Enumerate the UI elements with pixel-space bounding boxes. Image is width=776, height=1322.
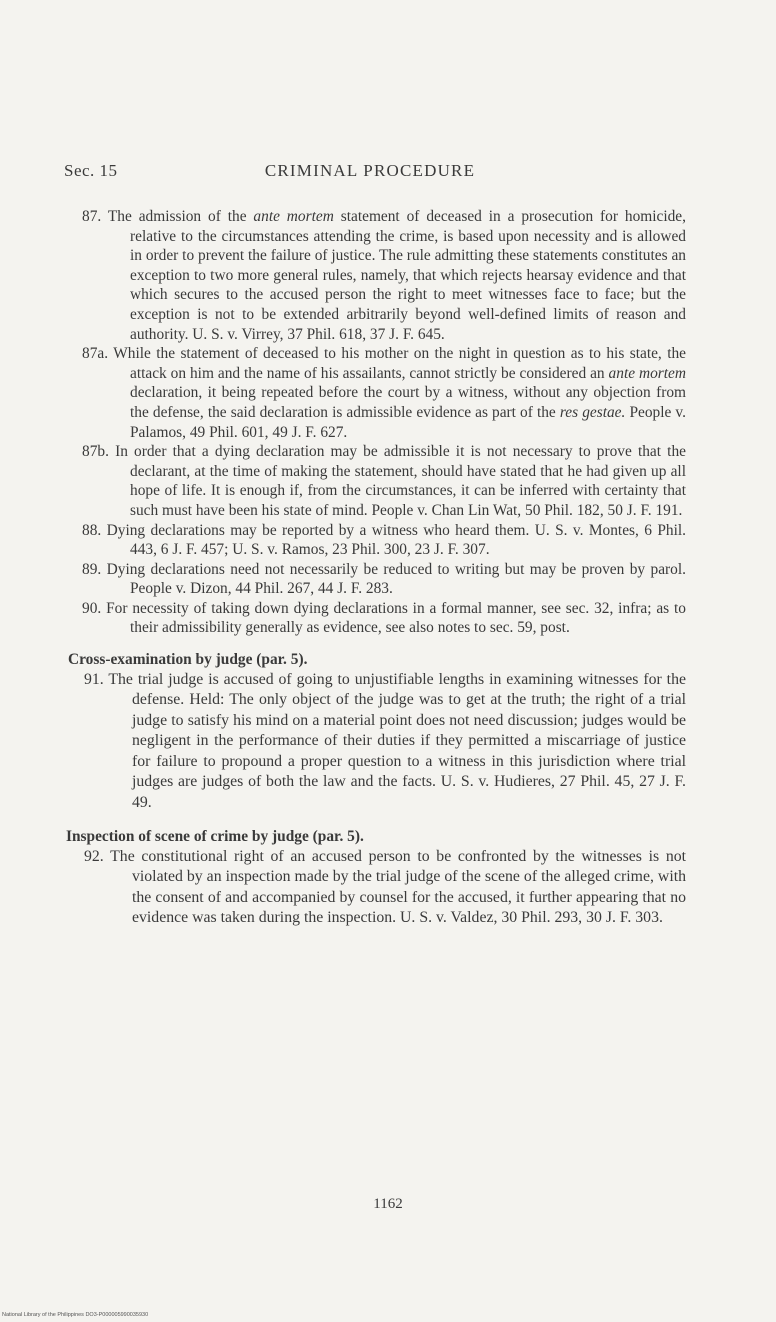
note-item <box>64 442 686 520</box>
note-italic-term: ante mortem <box>253 208 334 225</box>
page-body <box>64 207 686 929</box>
note-text: People v. Palamos, 49 Phil. 601, 49 J. F. 627. <box>130 403 686 441</box>
section-label: Sec. 15 <box>64 161 118 180</box>
note-text: While the statement of deceased to his mother on the night in question as to his state, the attack on him and the name of his assailants, cannot strictly be considered an <box>113 345 686 382</box>
running-header <box>64 161 676 185</box>
note-text: The admission of the <box>107 208 254 225</box>
note-item <box>64 599 686 638</box>
note-number: 89. <box>82 560 102 578</box>
note-number: 87a. <box>82 345 109 363</box>
note-item <box>64 847 686 929</box>
note-item <box>64 560 686 599</box>
note-text: Dying declarations may be reported by a witness who heard them. U. S. v. Montes, 6 Phil. 443, 6 J. F. 457; U. S. v. Ramos, 23 Phil. 300, 23 J. F. 307. <box>106 521 686 559</box>
note-number: 87b. <box>82 443 109 461</box>
note-item <box>64 344 686 442</box>
note-item <box>64 670 686 813</box>
section-heading: Cross-examination by judge (par. 5). <box>68 651 308 669</box>
note-number: 91. <box>84 671 104 689</box>
section-heading: Inspection of scene of crime by judge (par. 5). <box>66 827 364 845</box>
note-text: Dying declarations need not necessarily be reduced to writing but may be proven by parol. People v. Dizon, 44 Phil. 267, 44 J. F. 283. <box>106 560 686 598</box>
note-item <box>64 521 686 560</box>
page-number: 1162 <box>373 1196 403 1212</box>
note-number: 87. <box>82 208 102 225</box>
note-text: declaration, it being repeated before the court by a witness, without any objection from the defense, the said declaration is admissible evidence as part of the <box>130 384 686 421</box>
note-number: 90. <box>82 599 102 617</box>
note-number: 88. <box>82 521 102 539</box>
note-italic-term: ante mortem <box>608 364 686 382</box>
note-number: 92. <box>84 847 104 865</box>
note-text: In order that a dying declaration may be admissible it is not necessary to prove that the declarant, at the time of making the statement, should have stated that he had given up all hope of life. It is enough if, from the circumstances, it can be inferred with certainty that such must have been his state of mind. People v. Chan Lin Wat, 50 Phil. 182, 50 J. F. 191. <box>115 443 686 519</box>
note-text: statement of deceased in a prosecution for homicide, relative to the circumstances attending the crime, is based upon necessity and is allowed in order to prevent the failure of justice. The rule admitting these statements constitutes an exception to two more general rules, namely, that which rejects hearsay evidence and that which secures to the accused person the right to meet witnesses face to face; but the exception is not to be extended arbitrarily beyond well-defined limits of reason and authority. U. S. v. Virrey, 37 Phil. 618, 37 J. F. 645. <box>130 208 686 343</box>
scan-footer: National Library of the Philippines DO3-P000005990035930 <box>2 1312 149 1318</box>
note-item <box>64 207 686 344</box>
note-text: The constitutional right of an accused person to be confronted by the witnesses is not violated by an inspection made by the trial judge of the scene of the alleged crime, with the consent of and accompanied by counsel for the accused, it further appearing that no evidence was taken during the inspection. U. S. v. Valdez, 30 Phil. 293, 30 J. F. 303. <box>110 847 687 927</box>
note-text: For necessity of taking down dying declarations in a formal manner, see sec. 32, infra; as to their admissibility generally as evidence, see also notes to sec. 59, post. <box>106 599 686 637</box>
note-text: The trial judge is accused of going to unjustifiable lengths in examining witnesses for the defense. Held: The only object of the judge was to get at the truth; the right of a trial judge to satisfy his mind on a material point does not need discussion; judges would be negligent in the performance of their duties if they permitted a miscarriage of justice for failure to propound a proper question to a witness in this jurisdiction where trial judges are judges of both the law and the facts. U. S. v. Hudieres, 27 Phil. 45, 27 J. F. 49. <box>108 671 686 811</box>
chapter-title: CRIMINAL PROCEDURE <box>264 161 476 180</box>
note-italic-term: res gestae. <box>559 403 626 421</box>
